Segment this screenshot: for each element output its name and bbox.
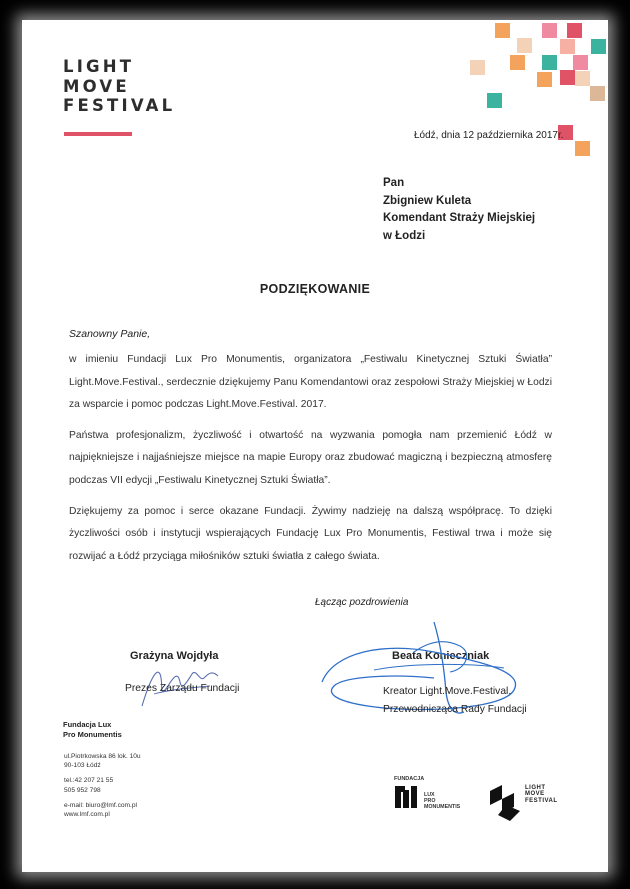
foundation-name bbox=[63, 720, 122, 739]
phone-line: tel.:42 207 21 55 bbox=[64, 777, 114, 784]
address-line: ul.Piotrkowska 86 lok. 10u bbox=[64, 753, 141, 760]
square-decor bbox=[575, 71, 590, 86]
square-decor bbox=[560, 39, 575, 54]
website-line: www.lmf.com.pl bbox=[64, 811, 110, 818]
signatory-right-role: Kreator Light.Move.Festival. bbox=[383, 686, 512, 697]
paragraph: w imieniu Fundacji Lux Pro Monumentis, organizatora „Festiwalu Kinetycznej Sztuki Światła” Light.Move.Festival., serdecznie dziękujemy Panu Komendantowi oraz zespołowi Straży Miejskiej w Łodzi za wsparcie i pomoc podczas Light.Move.Festival. 2017. bbox=[69, 354, 552, 411]
square-decor bbox=[495, 23, 510, 38]
square-decor bbox=[590, 86, 605, 101]
square-decor bbox=[470, 60, 485, 75]
square-decor bbox=[517, 38, 532, 53]
signatory-right-role: Przewodnicząca Rady Fundacji bbox=[383, 704, 527, 715]
lpm-mark-icon bbox=[394, 784, 420, 810]
signatory-right-roles bbox=[383, 683, 527, 719]
square-decor bbox=[567, 23, 582, 38]
salutation: Szanowny Panie, bbox=[69, 328, 151, 340]
logo-text-line: FESTIVAL bbox=[525, 797, 558, 804]
logo-text-line: MOVE bbox=[525, 791, 545, 798]
foundation-name-line: Fundacja Lux bbox=[63, 720, 112, 729]
square-decor bbox=[575, 141, 590, 156]
light-move-festival-footer-logo bbox=[488, 785, 558, 821]
signatory-left-name: Grażyna Wojdyła bbox=[130, 650, 219, 662]
letter-title: PODZIĘKOWANIE bbox=[259, 282, 371, 296]
letter-page bbox=[22, 20, 608, 872]
recipient-name: Zbigniew Kuleta bbox=[383, 194, 472, 207]
logo-caption: FUNDACJA bbox=[394, 776, 425, 782]
recipient-title: Komendant Straży Miejskiej bbox=[383, 212, 536, 224]
square-decor bbox=[560, 70, 575, 85]
square-decor bbox=[591, 39, 606, 54]
foundation-name-line: Pro Monumentis bbox=[63, 729, 122, 739]
logo-text-line: LIGHT bbox=[525, 785, 546, 791]
festival-logo bbox=[63, 57, 175, 116]
square-decor bbox=[542, 23, 557, 38]
logo-text-line: PRO bbox=[424, 798, 436, 804]
phone-line: 505 952 798 bbox=[64, 787, 101, 794]
logo-text-line: LUX bbox=[424, 792, 435, 798]
square-decor bbox=[542, 55, 557, 70]
letter-date: Łódź, dnia 12 października 2017r. bbox=[414, 130, 564, 141]
square-decor bbox=[510, 55, 525, 70]
lux-pro-monumentis-logo bbox=[394, 776, 460, 810]
square-decor bbox=[573, 55, 588, 70]
logo-line-2: MOVE bbox=[63, 76, 130, 96]
square-decor bbox=[487, 93, 502, 108]
square-decor bbox=[537, 72, 552, 87]
paragraph: Państwa profesjonalizm, życzliwość i otwartość na wyzwania pomogła nam przemienić Łódź w najpiękniejsze i najjaśniejsze miejsce na mapie Europy oraz zbudować magiczną i bezpieczną atmosferę podczas VII edycji „Festiwalu Kinetycznej Sztuki Światła”. bbox=[69, 429, 552, 486]
logo-text-line: MONUMENTIS bbox=[424, 804, 461, 810]
letter-body bbox=[69, 349, 552, 576]
signatory-left-role: Prezes Zarządu Fundacji bbox=[125, 683, 240, 694]
paragraph: Dziękujemy za pomoc i serce okazane Fundacji. Żywimy nadzieję na dalszą współpracę. To dzięki życzliwości osób i instytucji wspierających Fundację Lux Pro Monumentis, Festiwal trwa i może się rozwijać a Łódź przyciąga miłośników sztuki światła z całego świata. bbox=[69, 505, 552, 562]
logo-line-1: LIGHT bbox=[63, 57, 135, 76]
logo-line-3: FESTIVAL bbox=[63, 96, 176, 115]
signatory-right-name: Beata Konieczniak bbox=[392, 650, 490, 662]
recipient-city: w Łodzi bbox=[383, 229, 426, 242]
recipient-block bbox=[383, 175, 535, 245]
logo-underline bbox=[64, 132, 132, 136]
lmf-mark-icon bbox=[488, 785, 522, 821]
closing-line: Łącząc pozdrowienia bbox=[315, 597, 409, 608]
recipient-line: Pan bbox=[383, 177, 405, 189]
email-line: e-mail: biuro@lmf.com.pl bbox=[64, 802, 138, 809]
address-line: 90-103 Łódź bbox=[64, 762, 101, 769]
